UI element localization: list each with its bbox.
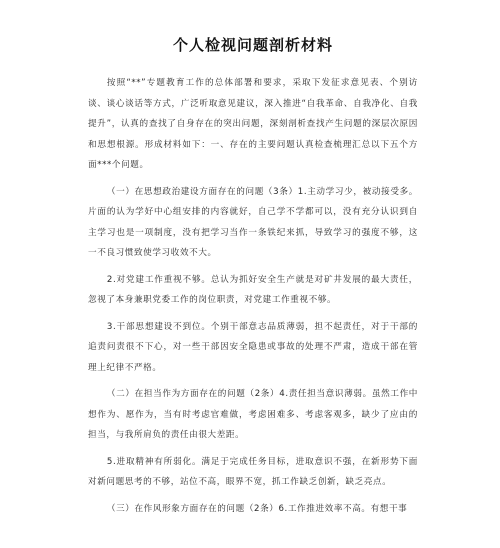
paragraph: 5.进取精神有所弱化。满足于完成任务目标，进取意识不强，在新形势下面对新问题思考的不够，站位不高，眼界不宽，抓工作缺乏创新，缺乏亮点。 [88, 456, 418, 487]
paragraph: 3.干部思想建设不到位。个别干部意志品质薄弱，担不起责任，对于干部的追责问责很不下心，对一些干部因安全隐患或事故的处理不严肃，造成干部在管理上纪律不严格。 [88, 321, 418, 373]
paragraph: （一）在思想政治建设方面存在的问题（3条）1.主动学习少，被动接受多。片面的认为学好中心组安排的内容就好，自己学不学都可以，没有充分认识到自主学习也是一项制度，没有把学习当作一条铁纪来抓，导致学习的强度不够，这一不良习惯致使学习收效不大。 [88, 186, 418, 258]
paragraph: （三）在作风形象方面存在的问题（2条）6.工作推进效率不高。有想干事 [106, 503, 408, 514]
paragraph: （二）在担当作为方面存在的问题（2条）4.责任担当意识薄弱。虽然工作中想作为、愿作为，当有时考虑官难做，考虑困难多、考虑客观多，缺少了应由的担当，与我所肩负的责任由很大差距。 [88, 389, 418, 440]
paragraph: 按照“**”专题教育工作的总体部署和要求，采取下发征求意见表、个别访谈、谈心谈话等方式，广泛听取意见建议，深入推进“自我革命、自我净化、自我提升”，认真的查找了自身存在的突出问题，深刻剖析查找产生问题的深层次原因和思想根源。形成材料如下：一、存在的主要问题认真检查梳理汇总以下五个方面***个问题。 [88, 78, 418, 170]
paragraph: 2.对党建工作重视不够。总认为抓好安全生产就是对矿井发展的最大责任，忽视了本身兼职党委工作的岗位职责，对党建工作重视不够。 [88, 274, 418, 305]
document-title: 个人检视问题剖析材料 [172, 36, 333, 54]
